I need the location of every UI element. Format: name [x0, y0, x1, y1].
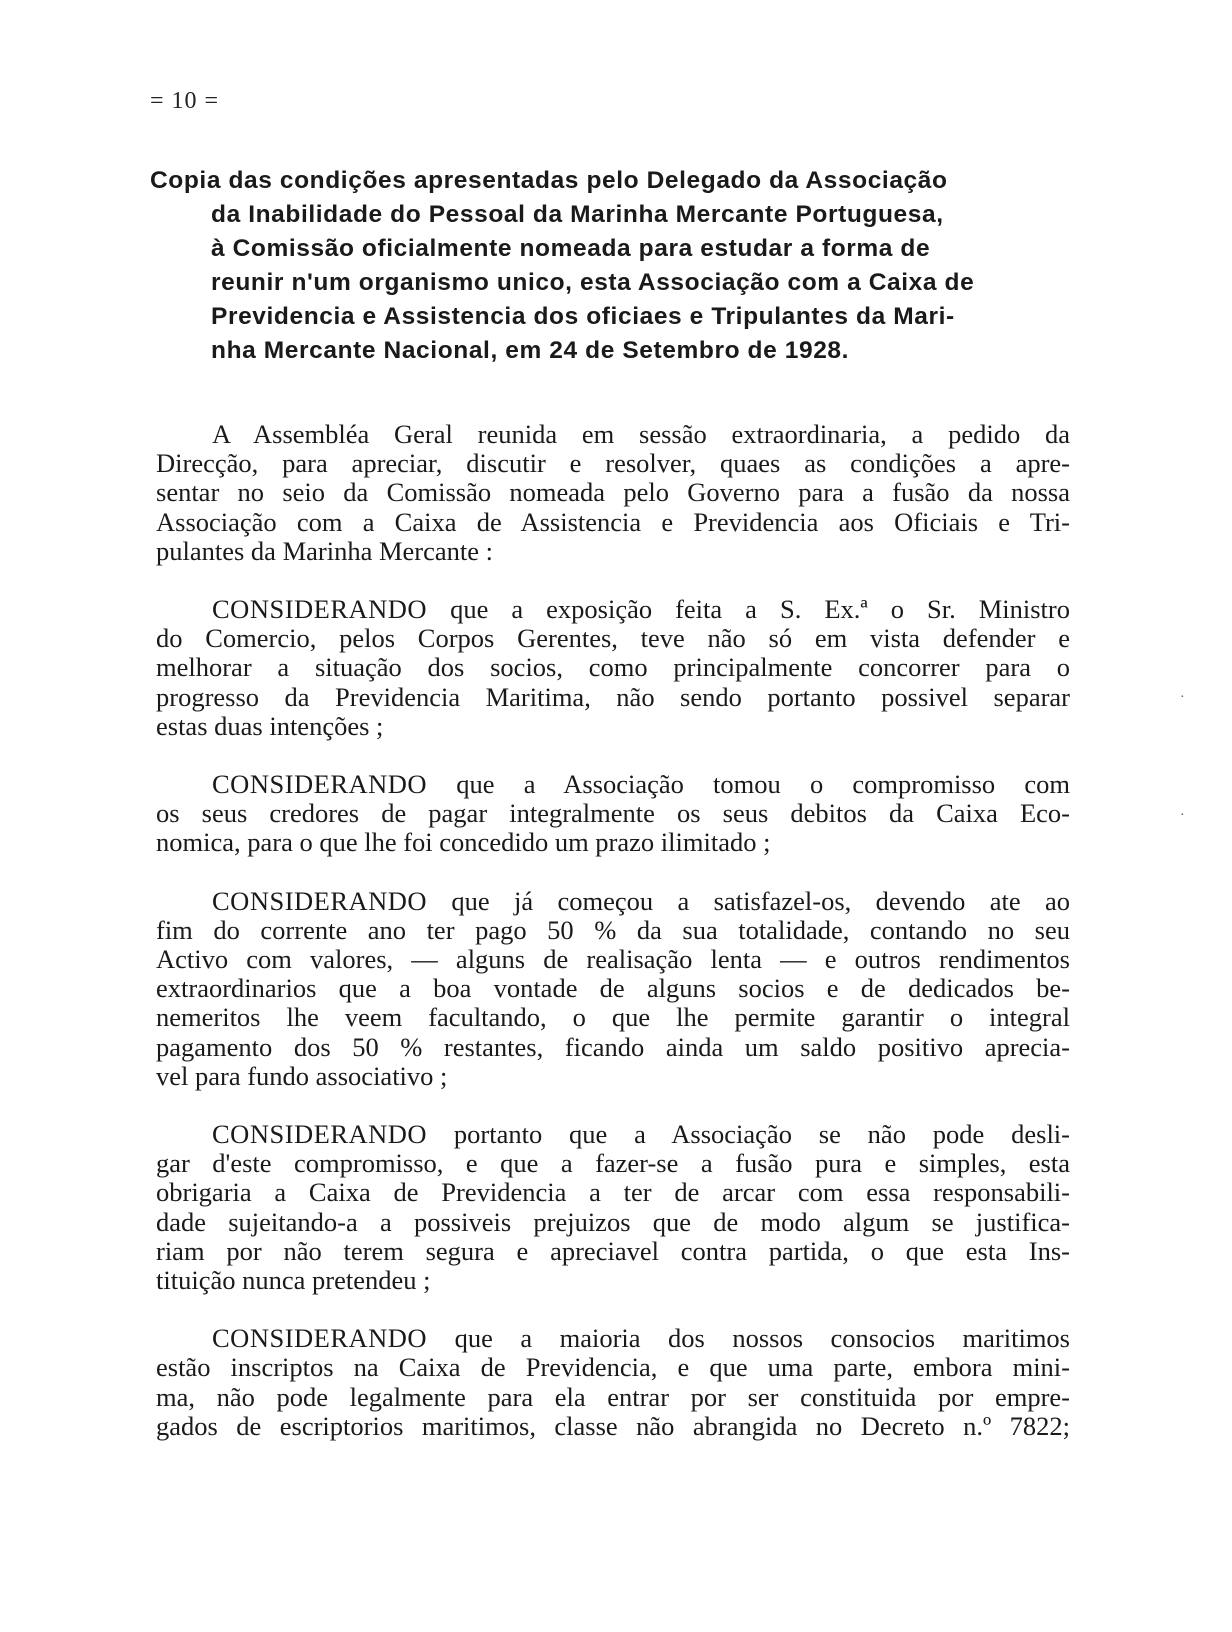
paragraph-line: A Assembléa Geral reunida em sessão extraordinaria, a pedido da: [212, 420, 1070, 449]
document-heading: [150, 164, 1068, 368]
paragraph-line: obrigaria a Caixa de Previdencia a ter de arcar com essa responsabili-: [156, 1178, 1070, 1208]
paragraph-line: do Comercio, pelos Corpos Gerentes, teve não só em vista defender e: [156, 624, 1070, 654]
paragraph-line: estão inscriptos na Caixa de Previdencia, e que uma parte, embora mini-: [156, 1353, 1070, 1383]
paragraph-line: extraordinarios que a boa vontade de alguns socios e de dedicados be-: [156, 974, 1070, 1004]
heading-line: Previdencia e Assistencia dos oficiaes e Tripulantes da Mari-: [211, 303, 955, 330]
paragraph-considerando: [156, 887, 1070, 1091]
heading-line: nha Mercante Nacional, em 24 de Setembro de 1928.: [211, 337, 850, 364]
scan-speck: ·: [1180, 690, 1185, 705]
heading-line: à Comissão oficialmente nomeada para estudar a forma de: [211, 235, 931, 262]
paragraph-line-text: que já começou a satisfazel-os, devendo ate ao: [427, 886, 1070, 916]
paragraph-first-line: [156, 887, 1070, 916]
paragraph-considerando: [156, 770, 1070, 858]
paragraph-intro: [156, 420, 1070, 566]
paragraph-line: Associação com a Caixa de Assistencia e Previdencia aos Oficiais e Tri-: [156, 507, 1070, 537]
paragraph-line: dade sujeitando-a a possiveis prejuizos que de modo algum se justifica-: [156, 1207, 1070, 1237]
paragraph-line: vel para fundo associativo ;: [156, 1061, 448, 1091]
paragraph-line: pagamento dos 50 % restantes, ficando ainda um saldo positivo aprecia-: [156, 1032, 1070, 1062]
paragraph-considerando: [156, 595, 1070, 741]
considerando-lead: CONSIDERANDO: [212, 1324, 428, 1354]
heading-line: reunir n'um organismo unico, esta Associação com a Caixa de: [211, 269, 975, 296]
paragraph-line: estas duas intenções ;: [156, 711, 384, 741]
considerando-lead: CONSIDERANDO: [212, 770, 428, 800]
paragraph-considerando: [156, 1120, 1070, 1295]
considerando-lead: CONSIDERANDO: [212, 1120, 428, 1150]
paragraph-considerando: [156, 1324, 1070, 1441]
considerando-lead: CONSIDERANDO: [212, 595, 428, 625]
paragraph-line: riam por não terem segura e apreciavel contra partida, o que esta Ins-: [156, 1236, 1070, 1266]
paragraph-line: melhorar a situação dos socios, como principalmente concorrer para o: [156, 653, 1070, 683]
paragraph-line: os seus credores de pagar integralmente os seus debitos da Caixa Eco-: [156, 799, 1070, 829]
paragraph-line: fim do corrente ano ter pago 50 % da sua totalidade, contando no seu: [156, 915, 1070, 945]
paragraph-first-line: [156, 1324, 1070, 1353]
paragraph-line: sentar no seio da Comissão nomeada pelo Governo para a fusão da nossa: [156, 478, 1070, 508]
document-body: [156, 420, 1070, 1470]
paragraph-line: Direcção, para apreciar, discutir e resolver, quaes as condições a apre-: [156, 449, 1070, 479]
page-number: = 10 =: [150, 88, 220, 114]
paragraph-line: nomica, para o que lhe foi concedido um prazo ilimitado ;: [156, 828, 771, 858]
paragraph-first-line: [156, 1120, 1070, 1149]
paragraph-line-text: que a maioria dos nossos consocios maritimos: [427, 1324, 1070, 1354]
paragraph-line: nemeritos lhe veem facultando, o que lhe permite garantir o integral: [156, 1003, 1070, 1033]
paragraph-line-text: portanto que a Associação se não pode desli-: [427, 1120, 1070, 1150]
paragraph-line: progresso da Previdencia Maritima, não sendo portanto possivel separar: [156, 682, 1070, 712]
heading-line: da Inabilidade do Pessoal da Marinha Mercante Portuguesa,: [211, 201, 944, 228]
paragraph-line: ma, não pode legalmente para ela entrar por ser constituida por empre-: [156, 1382, 1070, 1412]
paragraph-line: Activo com valores, — alguns de realisação lenta — e outros rendimentos: [156, 945, 1070, 975]
paragraph-first-line: [156, 595, 1070, 624]
paragraph-first-line: [156, 770, 1070, 799]
heading-line: Copia das condições apresentadas pelo Delegado da Associação: [150, 167, 948, 194]
paragraph-line: tituição nunca pretendeu ;: [156, 1266, 431, 1296]
paragraph-line: pulantes da Marinha Mercante :: [156, 536, 494, 566]
paragraph-line: gar d'este compromisso, e que a fazer-se a fusão pura e simples, esta: [156, 1149, 1070, 1179]
scan-speck: ·: [1180, 808, 1185, 823]
paragraph-line-text: que a exposição feita a S. Ex.ª o Sr. Ministro: [427, 595, 1070, 625]
paragraph-line: gados de escriptorios maritimos, classe não abrangida no Decreto n.º 7822;: [156, 1411, 1070, 1441]
considerando-lead: CONSIDERANDO: [212, 886, 428, 916]
paragraph-line-text: que a Associação tomou o compromisso com: [427, 770, 1070, 800]
